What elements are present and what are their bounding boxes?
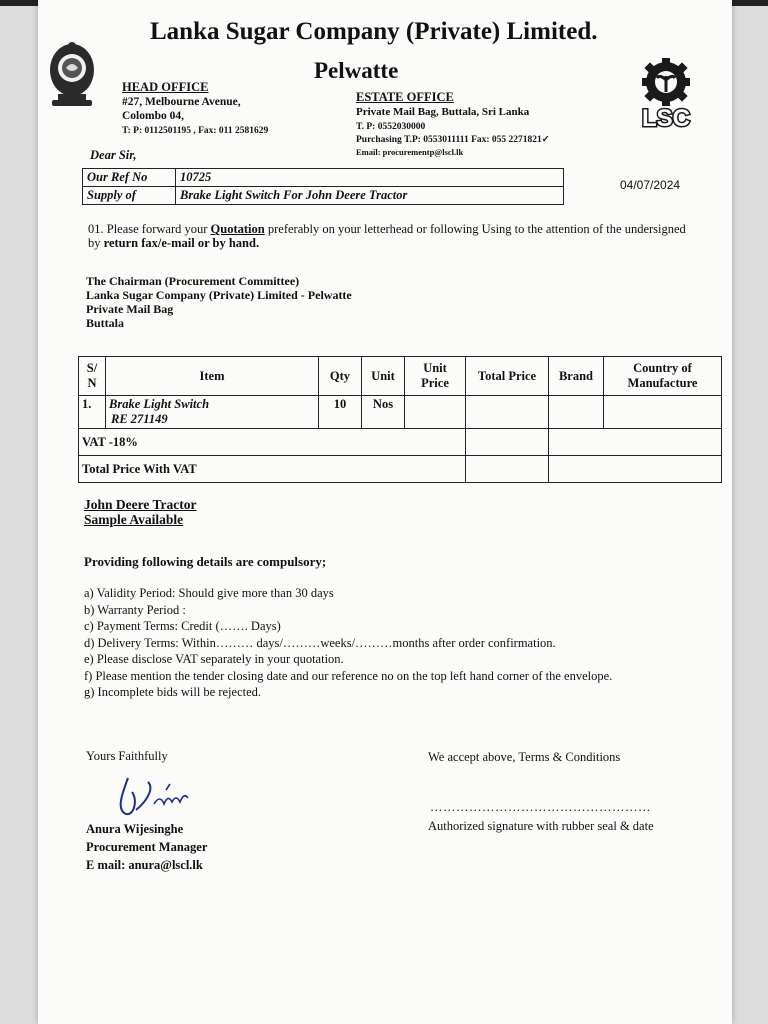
term-item: e) Please disclose VAT separately in your quotation. xyxy=(84,652,344,666)
reference-table xyxy=(82,168,564,205)
term-item: a) Validity Period: Should give more than 30 days xyxy=(84,586,334,600)
row-unit-price xyxy=(405,396,466,429)
letter-page xyxy=(38,0,732,1024)
supply-value: Brake Light Switch For John Deere Tractor xyxy=(176,187,564,205)
vat-total xyxy=(466,429,549,456)
total-value xyxy=(466,456,549,483)
head-office-line2: Colombo 04, xyxy=(122,110,184,122)
compulsory-heading: Providing following details are compulsory; xyxy=(84,554,327,569)
col-unit: Unit xyxy=(362,357,405,396)
row-country xyxy=(604,396,722,429)
col-country: Country of Manufacture xyxy=(604,357,722,396)
signer-title: Procurement Manager xyxy=(86,840,208,854)
head-office-line1: #27, Melbourne Avenue, xyxy=(122,96,241,108)
row-sn: 1. xyxy=(79,396,106,429)
term-item: b) Warranty Period : xyxy=(84,602,186,617)
notes xyxy=(84,497,196,527)
row-unit: Nos xyxy=(362,396,405,429)
signer-email: E mail: anura@lscl.lk xyxy=(86,858,203,872)
head-office-line3: T: P: 0112501195 , Fax: 011 2581629 xyxy=(122,126,269,136)
table-row xyxy=(79,396,722,429)
vat-label: VAT -18% xyxy=(79,429,466,456)
signature-caption: Authorized signature with rubber seal & date xyxy=(428,819,654,833)
signer-name: Anura Wijesinghe xyxy=(86,822,184,836)
signer-block xyxy=(86,820,207,874)
intro-quotation: Quotation xyxy=(210,222,265,236)
note-sample: Sample Available xyxy=(84,512,184,527)
row-item-name: Brake Light Switch xyxy=(109,397,210,411)
closing: Yours Faithfully xyxy=(86,749,168,763)
estate-office-line1: Private Mail Bag, Buttala, Sri Lanka xyxy=(356,106,530,118)
salutation: Dear Sir, xyxy=(90,148,137,162)
address-line4: Buttala xyxy=(86,316,125,330)
intro-text-2: preferably on your letterhead or following Using to the attention of the undersigned by xyxy=(88,222,686,250)
term-item: g) Incomplete bids will be rejected. xyxy=(84,685,262,699)
total-blank xyxy=(549,456,722,483)
intro-text-1: 01. Please forward your xyxy=(88,222,211,236)
vat-blank xyxy=(549,429,722,456)
col-brand: Brand xyxy=(549,357,604,396)
row-brand xyxy=(549,396,604,429)
col-item: Item xyxy=(106,357,319,396)
address-line1: The Chairman (Procurement Committee) xyxy=(86,274,300,288)
row-item-code: RE 271149 xyxy=(111,412,168,426)
col-qty: Qty xyxy=(319,357,362,396)
col-sn: S/ N xyxy=(79,357,106,396)
letter-date: 04/07/2024 xyxy=(620,178,681,192)
supply-label: Supply of xyxy=(83,187,176,205)
signature-line: …………………………………………… xyxy=(430,800,651,814)
terms-list xyxy=(84,585,612,701)
company-name: Lanka Sugar Company (Private) Limited. xyxy=(150,18,598,45)
sri-lanka-emblem-icon xyxy=(46,38,98,110)
lsc-logo-icon xyxy=(626,56,706,130)
accept-text: We accept above, Terms & Conditions xyxy=(428,750,621,764)
estate-office-line2: T. P: 0552030000 xyxy=(356,122,426,132)
intro-paragraph xyxy=(88,222,692,250)
term-item: f) Please mention the tender closing date and our reference no on the top left hand corner of the envelope. xyxy=(84,668,613,683)
col-total-price: Total Price xyxy=(466,357,549,396)
ref-label: Our Ref No xyxy=(83,169,176,187)
intro-bold: return fax/e-mail or by hand. xyxy=(103,236,260,250)
note-tractor: John Deere Tractor xyxy=(84,497,197,512)
row-item xyxy=(106,396,319,429)
col-unit-price: Unit Price xyxy=(405,357,466,396)
vat-row xyxy=(79,429,722,456)
row-qty: 10 xyxy=(319,396,362,429)
company-location: Pelwatte xyxy=(314,58,399,83)
estate-office-line3: Purchasing T.P: 0553011111 Fax: 055 2271821✓ xyxy=(356,135,550,145)
recipient-address xyxy=(86,274,352,330)
estate-office-email: Email: procurementp@lscl.lk xyxy=(356,147,464,157)
head-office-heading: HEAD OFFICE xyxy=(122,80,209,94)
address-line2: Lanka Sugar Company (Private) Limited - Pelwatte xyxy=(86,288,352,302)
address-line3: Private Mail Bag xyxy=(86,302,174,316)
estate-office-heading: ESTATE OFFICE xyxy=(356,90,454,104)
total-label: Total Price With VAT xyxy=(79,456,466,483)
items-table xyxy=(78,356,722,483)
lsc-logo-text: LSC xyxy=(642,105,690,130)
term-item: c) Payment Terms: Credit (……. Days) xyxy=(84,619,281,633)
ref-value: 10725 xyxy=(176,169,564,187)
term-item: d) Delivery Terms: Within……… days/………weeks/………months after order confirmation. xyxy=(84,635,556,650)
total-row xyxy=(79,456,722,483)
row-total-price xyxy=(466,396,549,429)
table-header-row xyxy=(79,357,722,396)
